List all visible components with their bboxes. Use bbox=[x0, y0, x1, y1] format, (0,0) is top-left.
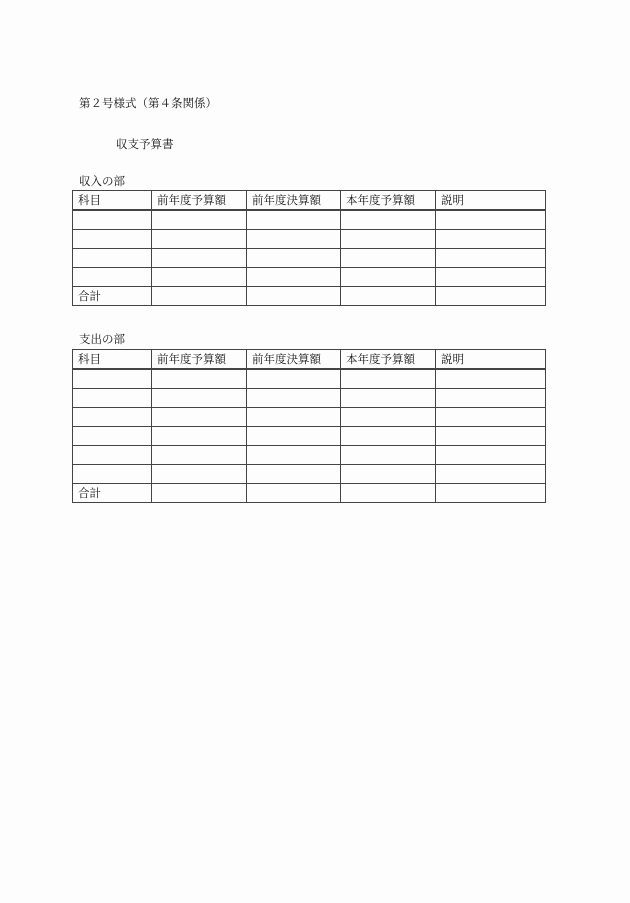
table-row bbox=[73, 210, 546, 230]
column-header-prev-settlement: 前年度決算額 bbox=[247, 191, 341, 211]
expense-table bbox=[72, 349, 546, 503]
income-total-row bbox=[73, 287, 546, 306]
table-cell bbox=[341, 268, 436, 287]
form-number: 第２号様式（第４条関係） bbox=[79, 96, 217, 110]
table-cell bbox=[341, 408, 436, 427]
table-row bbox=[73, 465, 546, 484]
table-cell bbox=[152, 446, 247, 465]
table-cell bbox=[341, 210, 436, 230]
table-cell bbox=[247, 230, 341, 249]
table-cell bbox=[247, 249, 341, 268]
table-cell bbox=[341, 427, 436, 446]
table-cell bbox=[152, 210, 247, 230]
table-cell bbox=[341, 465, 436, 484]
table-cell bbox=[73, 249, 152, 268]
income-total-label: 合計 bbox=[73, 287, 152, 306]
column-header-current-budget: 本年度予算額 bbox=[341, 350, 436, 370]
table-cell bbox=[73, 427, 152, 446]
table-cell bbox=[152, 287, 247, 306]
table-cell bbox=[436, 230, 546, 249]
table-cell bbox=[247, 465, 341, 484]
table-cell bbox=[341, 484, 436, 503]
table-cell bbox=[152, 268, 247, 287]
table-cell bbox=[73, 389, 152, 408]
column-header-account: 科目 bbox=[73, 350, 152, 370]
column-header-prev-budget: 前年度予算額 bbox=[152, 350, 247, 370]
table-cell bbox=[152, 389, 247, 408]
table-cell bbox=[73, 408, 152, 427]
table-cell bbox=[73, 230, 152, 249]
income-header-row bbox=[73, 191, 546, 211]
table-cell bbox=[247, 427, 341, 446]
table-cell bbox=[436, 287, 546, 306]
expense-header-row bbox=[73, 350, 546, 370]
table-cell bbox=[436, 408, 546, 427]
table-row bbox=[73, 369, 546, 389]
table-row bbox=[73, 389, 546, 408]
table-cell bbox=[73, 210, 152, 230]
table-cell bbox=[436, 465, 546, 484]
table-cell bbox=[152, 465, 247, 484]
income-section-label: 収入の部 bbox=[79, 174, 125, 188]
table-cell bbox=[152, 484, 247, 503]
table-row bbox=[73, 268, 546, 287]
table-cell bbox=[247, 210, 341, 230]
expense-total-label: 合計 bbox=[73, 484, 152, 503]
table-cell bbox=[341, 249, 436, 268]
table-cell bbox=[247, 287, 341, 306]
column-header-current-budget: 本年度予算額 bbox=[341, 191, 436, 211]
table-row bbox=[73, 249, 546, 268]
column-header-description: 説明 bbox=[436, 350, 546, 370]
column-header-prev-settlement: 前年度決算額 bbox=[247, 350, 341, 370]
table-cell bbox=[152, 408, 247, 427]
table-cell bbox=[73, 465, 152, 484]
table-cell bbox=[73, 446, 152, 465]
table-cell bbox=[341, 230, 436, 249]
expense-total-row bbox=[73, 484, 546, 503]
table-row bbox=[73, 408, 546, 427]
table-cell bbox=[152, 427, 247, 446]
table-cell bbox=[247, 268, 341, 287]
table-cell bbox=[152, 249, 247, 268]
table-cell bbox=[247, 484, 341, 503]
table-cell bbox=[436, 427, 546, 446]
table-cell bbox=[436, 210, 546, 230]
table-cell bbox=[341, 287, 436, 306]
table-cell bbox=[152, 230, 247, 249]
table-cell bbox=[436, 484, 546, 503]
table-cell bbox=[436, 249, 546, 268]
table-row bbox=[73, 446, 546, 465]
table-cell bbox=[73, 268, 152, 287]
table-cell bbox=[436, 268, 546, 287]
table-cell bbox=[247, 446, 341, 465]
table-row bbox=[73, 427, 546, 446]
table-cell bbox=[73, 369, 152, 389]
column-header-prev-budget: 前年度予算額 bbox=[152, 191, 247, 211]
income-table bbox=[72, 190, 546, 306]
document-title: 収支予算書 bbox=[116, 137, 174, 151]
expense-section-label: 支出の部 bbox=[79, 332, 125, 346]
table-cell bbox=[341, 389, 436, 408]
table-cell bbox=[247, 369, 341, 389]
table-cell bbox=[247, 389, 341, 408]
table-cell bbox=[436, 446, 546, 465]
table-cell bbox=[341, 369, 436, 389]
table-cell bbox=[247, 408, 341, 427]
table-cell bbox=[436, 389, 546, 408]
table-row bbox=[73, 230, 546, 249]
column-header-account: 科目 bbox=[73, 191, 152, 211]
table-cell bbox=[341, 446, 436, 465]
column-header-description: 説明 bbox=[436, 191, 546, 211]
table-cell bbox=[152, 369, 247, 389]
table-cell bbox=[436, 369, 546, 389]
